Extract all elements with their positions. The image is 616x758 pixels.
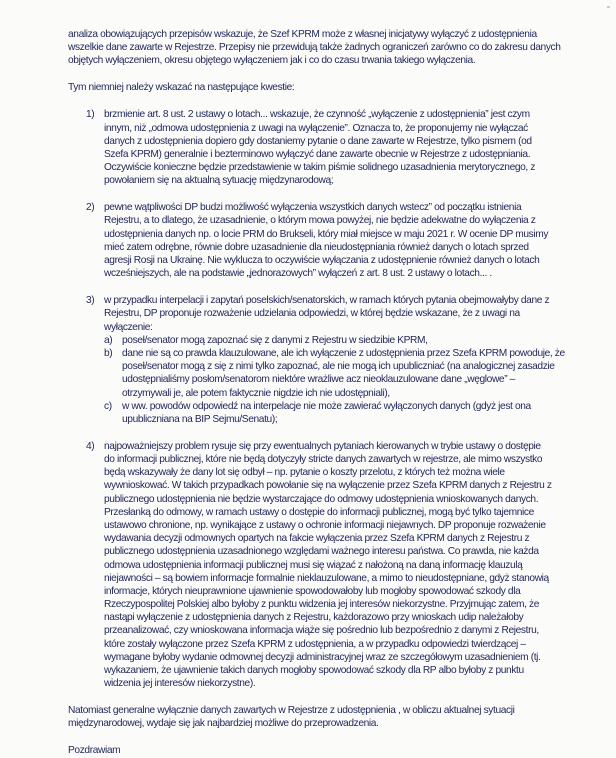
text-line: udostępnienia danych np. o locie PRM do Brukseli, który miał miejsce w maju 2021 r. W ocenie DP musimy (104, 228, 549, 240)
text-line: upubliczniana na BIP Sejmu/Senatu); (122, 413, 278, 425)
text-line: widzenia jej interesów niekorzystne). (104, 678, 256, 690)
text-line: publicznego udostępnienia uzasadnionego względami ważnego interesu państwa. Co prawda, nie każda (104, 546, 539, 558)
text-line: publicznego udostępnienia nie będzie wystarczające do odmowy udostępnienia wnioskowanych danych. (104, 493, 539, 505)
closing-greeting (68, 744, 613, 757)
sub-list-item (104, 347, 613, 400)
text-line: przeanalizować, czy wnioskowana informacja wiąże się pośrednio lub bezpośrednio z danymi z Rejestru, (104, 625, 539, 637)
list-item (68, 108, 613, 187)
list-item (68, 201, 613, 280)
text-line: Szefa KPRM) generalnie i bezterminowo wyłączyć dane zawarte obecnie w Rejestrze z udostępniania. (104, 148, 531, 160)
text-line: brzmienie art. 8 ust. 2 ustawy o lotach... wskazuje, że czynność „wyłączenie z udostępnienia” jest czym (104, 109, 530, 121)
list-item (68, 440, 613, 691)
text-line: do informacji publicznej, które nie będą dotyczyły stricte danych zawartych w rejestrze, ale mimo wszystko (104, 454, 543, 466)
sub-list-item-letter: c) (104, 400, 112, 412)
list-item-number: 1) (86, 109, 95, 121)
sub-list-item (104, 334, 613, 347)
sub-list-item-letter: b) (104, 347, 113, 359)
text-line: wykazaniem, że ujawnienie takich danych mogłoby spowodować szkody dla RP albo byłoby z punktu (104, 665, 524, 677)
text-line: wymagane byłoby wydanie odmownej decyzji administracyjnej wraz ze szczegółowym uzasadnieniem (tj. (104, 651, 541, 663)
text-line: odmowa udostępnienia informacji publicznej musi się wiązać z nałożoną na daną informację klauzulą (104, 559, 523, 571)
text-line: agresji Rosji na Ukrainę. Nie wyklucza to oczywiście wyłączania z udostępnienie również danych o lotach (104, 255, 540, 267)
text-line: w przypadku interpelacji i zapytań poselskich/senatorskich, w ramach których pytania obejmowałyby dane z (104, 295, 550, 307)
text-line: danych z udostępnienia dopiero gdy dostaniemy pytanie o dane zawarte w Rejestrze, tylko pismem (od (104, 135, 532, 147)
text-line: Przesłanką do odmowy, w ramach ustawy o dostępie do informacji publicznej, mogą być tylko tajemnice (104, 506, 534, 518)
list-item-number: 4) (86, 440, 95, 452)
text-line: wydawania decyzji odmownych opartych na fakcie wyłączenia przez Szefa KPRM danych z Rejestru z (104, 533, 530, 545)
scan-artifact (607, 6, 610, 8)
sub-list-item (104, 400, 613, 426)
text-line: wcześniejszych, ale na podstawie „jednorazowych” wyłączeń z art. 8 ust. 2 ustawy o lotach... . (104, 268, 492, 280)
text-line: wszelkie dane zawarte w Rejestrze. Przepisy nie przewidują także żadnych ograniczeń zarówno co do zakresu danych (68, 42, 561, 54)
text-line: poseł/senator mogą z się z nimi tylko zapoznać, ale nie mogą ich upubliczniać (na analogicznej zasadzie (122, 361, 555, 373)
text-line: będą wskazywały że dany lot się odbył – np. pytanie o koszty przelotu, z których też można wiele (104, 467, 505, 479)
intro-paragraph (68, 28, 613, 68)
text-line: udostępnialiśmy posłom/senatorom niektóre wrażliwe acz nieoklauzulowane dane „węglowe” – (122, 374, 515, 386)
text-line: ustawowo chronione, np. wynikające z ustawy o ochronie informacji niejawnych. DP proponuje rozważenie (104, 519, 546, 531)
text-line: objętych wyłączeniem, okresu objętego wyłączeniem jak i co do czasu trwania takiego wyłączenia. (68, 55, 476, 67)
conclusion-paragraph (68, 704, 613, 730)
text-line: Rejestru, DP proponuje rozważenie udzielania odpowiedzi, w której będzie wskazane, że z uwagi na (104, 308, 520, 320)
text-line: Rzeczypospolitej Polskiej albo byłoby z punktu widzenia jej interesów niekorzystne. Przyjmując zatem, że (104, 599, 539, 611)
document-page (68, 28, 613, 758)
text-line: informacje, których nieuprawnione ujawnienie spowodowałoby lub mogłoby spowodować szkody dla (104, 585, 521, 597)
text-line: Natomiast generalne wyłącznie danych zawartych w Rejestrze z udostępnienia , w obliczu aktualnej sytuacji (68, 705, 515, 717)
list-item-number: 3) (86, 295, 95, 307)
text-line: otrzymywali je, ale potem faktycznie nigdzie ich nie udostępniali), (122, 387, 390, 399)
text-line: wyłączenie: (104, 321, 153, 333)
text-line: poseł/senator mogą zapoznać się z danymi z Rejestru w siedzibie KPRM, (122, 334, 428, 346)
text-line: międzynarodowej, wydaje się jak najbardziej możliwe do przeprowadzenia. (68, 718, 379, 730)
text-line: innym, niż „odmowa udostępnienia z uwagi na wyłączenie”. Oznacza to, że proponujemy nie wyłączać (104, 122, 528, 134)
text-line: analiza obowiązujących przepisów wskazuje, że Szef KPRM może z własnej inicjatywy wyłączyć z udostępnienia (68, 29, 537, 40)
text-line: niejawności – są bowiem informacje formalnie nieklauzulowane, a mimo to nieudostępniane, gdyż stanowią (104, 572, 549, 584)
text-line: które zostały wyłączone przez Szefa KPRM z udostępnienia, a w przypadku odpowiedzi twierdzącej – (104, 638, 526, 650)
text-line: najpoważniejszy problem rysuje się przy ewentualnych pytaniach kierowanych w trybie ustawy o dostępie (104, 440, 541, 452)
text-line: powołaniem się na aktualną sytuację międzynarodową; (104, 175, 334, 187)
sub-list-item-letter: a) (104, 334, 113, 346)
list-item (68, 294, 613, 426)
text-line: nastąpi wyłączenie z udostępnienia danych z Rejestru, każdorazowo przy wnioskach udip należałoby (104, 612, 524, 624)
text-line: mieć zatem odrębne, równie dobre uzasadnienie dla nieudostępniania również danych o lotach sprzed (104, 241, 529, 253)
text-line: Tym niemniej należy wskazać na następujące kwestie: (68, 82, 295, 94)
text-line: Oczywiście konieczne będzie przedstawienie w takim piśmie solidnego uzasadnienia merytorycznego, z (104, 162, 536, 174)
text-line: pewne wątpliwości DP budzi możliwość wyłączenia wszystkich danych wstecz” od początku istnienia (104, 202, 522, 214)
text-line: dane nie są co prawda klauzulowane, ale ich wyłączenie z udostępnienia przez Szefa KPRM powoduje, że (122, 347, 565, 359)
text-line: Rejestru, a to dlatego, że uzasadnienie, o którym mowa powyżej, nie będzie adekwatne do wyłączenia z (104, 215, 536, 227)
text-line: Pozdrawiam (68, 745, 121, 757)
text-line: w ww. powodów odpowiedź na interpelacje nie może zawierać wyłączonych danych (gdyż jest ona (122, 400, 531, 412)
list-item-number: 2) (86, 202, 95, 214)
lead-paragraph (68, 81, 613, 94)
text-line: wywnioskować. W takich przypadkach powołanie się na wyłączenie przez Szefa KPRM danych z Rejestru z (104, 480, 552, 492)
